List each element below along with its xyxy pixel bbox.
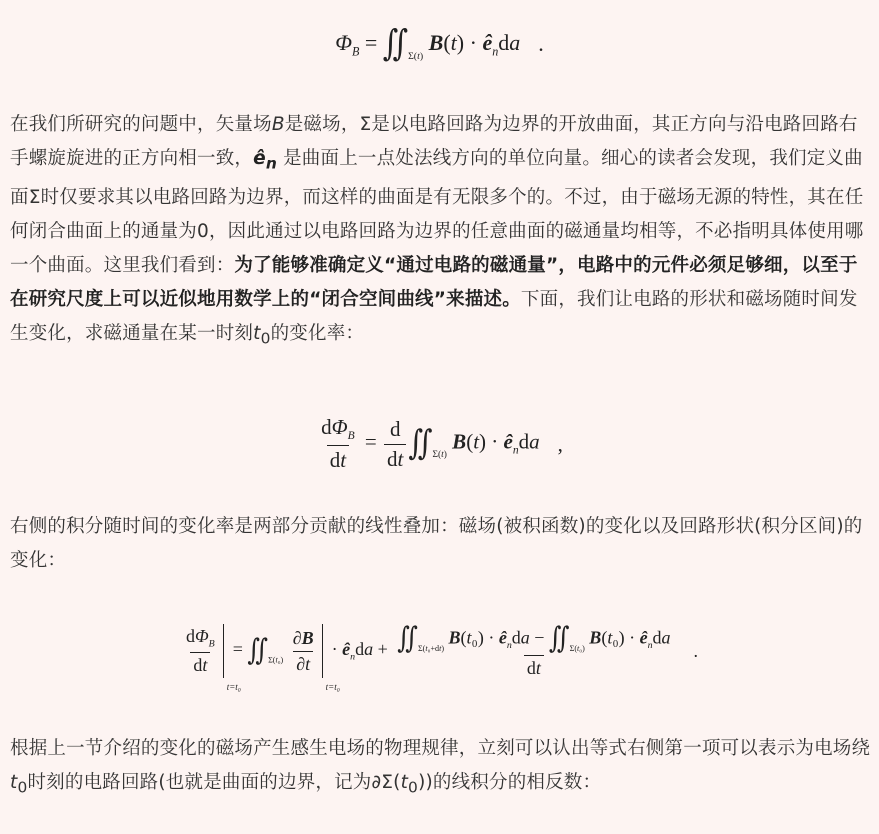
symbol-subscript: n <box>265 154 278 173</box>
text-run: 时刻的电路回路(也就是曲面的边界，记为∂Σ( <box>27 772 401 793</box>
symbol-B: B <box>271 114 285 135</box>
equation-magnetic-flux: $\Phi_B$ = $∬_{\Sigma(t)}$ $B(t) \cdot ê_nda$ . <box>335 24 544 64</box>
paragraph-flux-definition <box>10 108 872 355</box>
symbol-unit-normal: ê <box>253 148 266 169</box>
text-run: 下面，我们让电路的形状和磁场随时间发生变化，求磁通量在某一时刻 <box>10 288 858 344</box>
text-run: 是曲面上一点处法线方向的单位向量。细心的读者会发现，我们定义曲面Σ时仅要求其以电路回路为边界，而这样的曲面是有无限多个的。不过，由于磁场无源的特性，其在任何闭合曲面上的通量为0，因此通过以电路回路为边界的任意曲面的磁通量均相等，不必指明具体使用哪一个曲面。这里我们看到： <box>10 148 864 276</box>
symbol-t: t <box>253 322 261 344</box>
equation-punctuation: , <box>557 431 563 456</box>
text-run: 在我们所研究的问题中，矢量场 <box>10 114 272 135</box>
equation-punctuation: . <box>693 640 699 661</box>
symbol-subscript: 0 <box>260 329 271 348</box>
paragraph-rate-decomposition: 右侧的积分随时间的变化率是两部分贡献的线性叠加：磁场(被积函数)的变化以及回路形状(积分区间)的变化： <box>10 516 863 571</box>
equation-punctuation: . <box>538 31 544 56</box>
text-run: 根据上一节介绍的变化的磁场产生感生电场的物理规律，立刻可以认出等式右侧第一项可以表示为电场绕 <box>10 738 871 759</box>
text-run: 的变化率： <box>270 322 365 344</box>
emphasis-text: 为了能够准确定义“通过电路的磁通量”，电路中的元件必须足够细，以至于在研究尺度上可以近似地用数学上的“闭合空间曲线”来描述。 <box>10 254 858 310</box>
equation-rate-expansion: $\frac{d\Phi_B}{dt}$ t=t₀ = $∬_{\Sigma(t_0)}$ $\frac{\partial B}{\partial t}$ t=t₀ · $ê_nda$ + $\frac{∬_{\Sigma(t_0+dt)} B(t_0) \cdot ê_nda - ∬_{\Sigma(t_0)} B(t_0) \cdot ê_nda}{dt}$ . <box>185 622 699 692</box>
symbol-t: t <box>10 772 18 793</box>
text-run: 是磁场，Σ是以电路回路为边界的开放曲面，其正方向与沿电路回路右手螺旋旋进的正方向相一致， <box>10 114 858 169</box>
equation-flux-rate: $\frac{d\Phi_B}{dt}$ = $\frac{d}{dt}$ $∬_{\Sigma(t)}$ $B(t) \cdot ê_nda$ , <box>321 415 563 472</box>
paragraph-induced-field <box>10 732 872 805</box>
symbol-subscript: 0 <box>408 778 419 797</box>
symbol-t: t <box>400 772 409 793</box>
symbol-subscript: 0 <box>17 778 28 797</box>
text-run: ))的线积分的相反数： <box>418 772 602 793</box>
